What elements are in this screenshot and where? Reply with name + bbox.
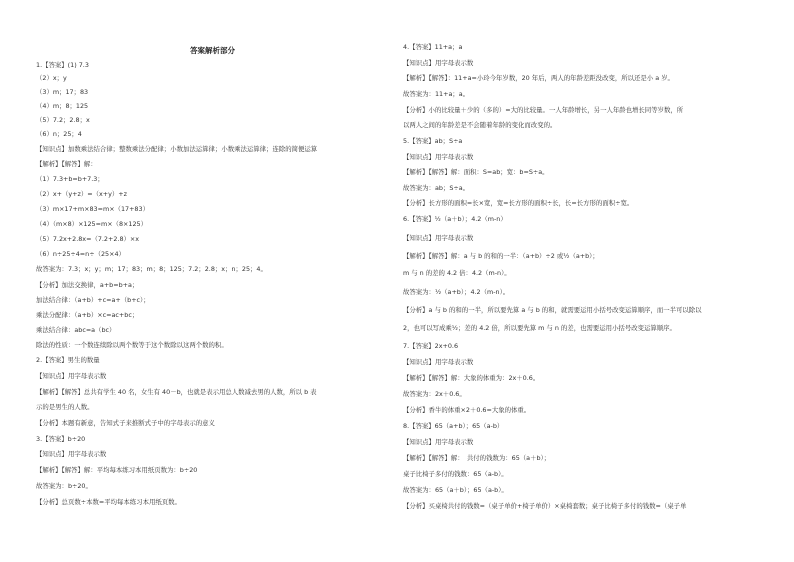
knowledge-line: 【知识点】用字母表示数	[36, 450, 107, 458]
answer-line: 1.【答案】(1) 7.3	[36, 61, 89, 69]
answer-line: （2）x+（y+z）=（x+y）+z	[36, 190, 128, 198]
answer-line: 3.【答案】b÷20	[36, 435, 86, 443]
answer-line: （6）n÷25÷4=n÷（25×4）	[36, 250, 125, 258]
answer-line: （5）7.2；2.8；x	[36, 116, 90, 124]
analysis-line: 乘法分配律：（a+b）×c=ac+bc；	[36, 311, 139, 319]
knowledge-line: 【知识点】用字母表示数	[403, 234, 474, 242]
analysis-line: 【分析】小的比较量＋少的（多的）=大的比较量。一人年龄增长，另一人年龄也增长同等岁数，所	[403, 106, 684, 114]
analysis-line: 【解析】【解答】解：大象的体重为：2x＋0.6。	[403, 374, 540, 382]
analysis-line: m 与 n 的差的 4.2 倍：4.2（m-n）。	[403, 269, 511, 277]
knowledge-line: 【知识点】用字母表示数	[403, 153, 474, 161]
knowledge-line: 【知识点】用字母表示数	[403, 438, 474, 446]
analysis-line: 加法结合律：（a+b）+c=a+（b+c）；	[36, 296, 150, 304]
answer-line: （2）x；y	[36, 74, 67, 82]
analysis-line: 【分析】本题有新意，告知式子来推断式子中的字母表示的意义	[36, 419, 215, 427]
analysis-line: 【分析】a 与 b 的和的一半，所以要先算 a 与 b 的和，就需要运用小括号改变运算顺序，而一半可以除以	[403, 306, 702, 314]
knowledge-line: 【知识点】加数乘法结合律；整数乘法分配律；小数加法运算律；小数乘法运算律；连除的简便运算	[36, 145, 318, 153]
knowledge-line: 【知识点】用字母表示数	[403, 59, 474, 67]
answer-line: （3）m；17；83	[36, 88, 89, 96]
answer-line: 5.【答案】ab；S÷a	[403, 137, 463, 145]
analysis-line: 2，也可以写成乘½；差的 4.2 倍，所以要先算 m 与 n 的差，也需要运用小括号改变运算顺序。	[403, 324, 676, 332]
answer-line: （4）（m×8）×125=m×（8×125）	[36, 220, 147, 228]
analysis-line: 【分析】加法交换律，a+b=b+a；	[36, 281, 139, 289]
analysis-line: 桌子比椅子多付的钱数：65（a-b）。	[403, 470, 508, 478]
answer-line: 故答案为：b÷20。	[36, 482, 92, 490]
analysis-line: 【解析】【解答】解： 共付的钱数为：65（a＋b）；	[403, 454, 551, 462]
answer-line: 故答案为：65（a＋b）；65（a-b）。	[403, 486, 508, 494]
analysis-line: 除法的性质：一个数连续除以两个数等于这个数除以这两个数的积。	[36, 341, 228, 349]
answer-line: 6.【答案】½（a＋b）；4.2（m-n）	[403, 215, 507, 223]
answer-line: （5）7.2x+2.8x=（7.2+2.8）×x	[36, 235, 140, 243]
knowledge-line: 【知识点】用字母表示数	[36, 372, 107, 380]
analysis-line: 示的是男生的人数。	[36, 403, 94, 411]
answer-line: （6）n；25；4	[36, 130, 82, 138]
answer-line: 故答案为：7.3；x；y；m；17；83；m；8；125；7.2；2.8；x；n；25；4。	[36, 265, 267, 273]
analysis-line: 【解析】【解答】解：a 与 b 的和的一半：（a+b）÷2 或½（a+b）；	[403, 252, 599, 260]
answer-line: （1）7.3+b=b+7.3；	[36, 175, 104, 183]
answer-line: 故答案为：ab；S÷a。	[403, 184, 470, 192]
analysis-line: 乘法结合律：abc=a（bc）	[36, 326, 116, 334]
knowledge-line: 【知识点】用字母表示数	[403, 358, 474, 366]
answer-line: 故答案为：11+a；a。	[403, 90, 470, 98]
analysis-line: 【分析】总页数÷本数=平均每本练习本用纸页数。	[36, 498, 181, 506]
analysis-line: 【解析】【解答】解：面积：S=ab；宽：b=S÷a。	[403, 168, 549, 176]
answer-line: 7.【答案】2x+0.6	[403, 342, 459, 350]
answer-line: 4.【答案】11+a；a	[403, 43, 463, 51]
analysis-line: 【解析】【解答】解：	[36, 160, 97, 168]
analysis-line: 【解析】【解答】总共有学生 40 名，女生有 40－b，也就是表示用总人数减去男的人数，所以 b 表	[36, 388, 317, 396]
answer-line: 故答案为：2x＋0.6。	[403, 390, 466, 398]
analysis-line: 以两人之间的年龄差是不会随着年龄的变化而改变的。	[403, 121, 557, 129]
answer-line: 2.【答案】男生的数量	[36, 356, 100, 364]
analysis-line: 【分析】长方形的面积=长×宽，宽=长方形的面积÷长，长=长方形的面积÷宽。	[403, 199, 634, 207]
answer-line: （3）m×17+m×83=m×（17+83）	[36, 205, 149, 213]
answer-line: 8.【答案】65（a+b）；65（a-b）	[403, 422, 504, 430]
analysis-line: 【分析】买桌椅共付的钱数=（桌子单价+椅子单价）×桌椅套数；桌子比椅子多付的钱数=（桌子单	[403, 502, 687, 510]
analysis-line: 【解析】【解答】：11+a=小玲今年岁数，20 年后，两人的年龄差距没改变，所以还是小 a 岁。	[403, 74, 674, 82]
analysis-line: 【分析】香牛的体重×2＋0.6=大象的体重。	[403, 406, 531, 414]
answer-line: 故答案为：½（a+b）；4.2（m-n）。	[403, 288, 510, 296]
answer-line: （4）m；8；125	[36, 102, 89, 110]
page-title: 答案解析部分	[190, 46, 235, 55]
analysis-line: 【解析】【解答】解：平均每本练习本用纸页数为：b÷20	[36, 466, 198, 474]
